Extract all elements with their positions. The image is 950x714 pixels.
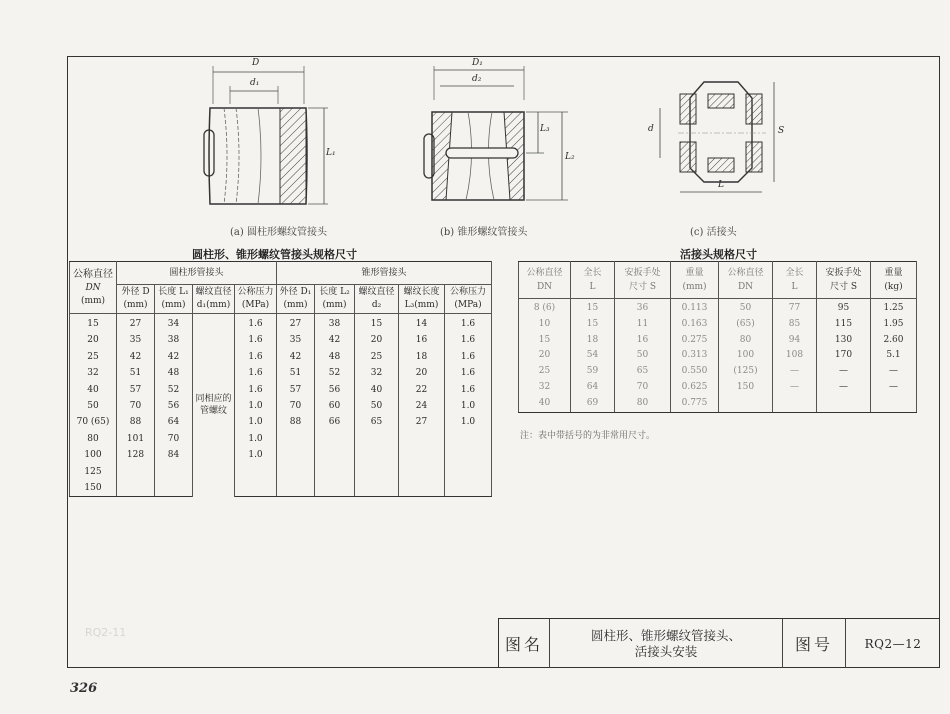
table-cell	[315, 480, 355, 497]
table-cell	[399, 480, 445, 497]
dim-label-L: L	[718, 180, 724, 190]
table-cell	[773, 396, 817, 412]
table-cell: 100	[70, 447, 117, 463]
table-cell: 11	[615, 317, 671, 333]
caption-c: (c) 活接头	[690, 227, 737, 238]
union-header: 公称直径 DN	[519, 262, 571, 299]
table-cell: 32	[519, 380, 571, 396]
table-cell: 64	[155, 414, 193, 430]
sub-header: 外径 D₁ (mm)	[277, 285, 315, 314]
dim-label-S: S	[778, 126, 785, 136]
table-cell: 1.6	[445, 382, 492, 398]
table-cell	[277, 464, 315, 480]
table-cell: 1.0	[235, 447, 277, 463]
table-cell: 65	[355, 414, 399, 430]
sub-header: 长度 L₂ (mm)	[315, 285, 355, 314]
union-spec-table	[518, 261, 917, 413]
union-table-title: 活接头规格尺寸	[680, 248, 757, 261]
table-cell: 52	[155, 382, 193, 398]
table-cell: 128	[117, 447, 155, 463]
table-row	[70, 332, 492, 348]
union-header: 公称直径 DN	[719, 262, 773, 299]
table-cell	[445, 464, 492, 480]
table-cell: 15	[355, 314, 399, 333]
table-cell: 20	[519, 348, 571, 364]
table-cell	[277, 447, 315, 463]
table-cell: 50	[355, 398, 399, 414]
table-cell: 70	[277, 398, 315, 414]
caption-a: (a) 圆柱形螺纹管接头	[230, 227, 327, 238]
table-cell: 101	[117, 431, 155, 447]
table-cell	[355, 464, 399, 480]
union-header: 安扳手处 尺寸 S	[615, 262, 671, 299]
table-cell: 95	[817, 299, 871, 317]
table-row	[70, 447, 492, 463]
table-cell	[399, 447, 445, 463]
table-cell	[315, 447, 355, 463]
table-cell: 150	[719, 380, 773, 396]
table-cell: 1.0	[235, 398, 277, 414]
table-cell	[277, 431, 315, 447]
table-cell: 1.0	[235, 414, 277, 430]
table-cell: 1.0	[445, 398, 492, 414]
drawing-name: 圆柱形、锥形螺纹管接头、 活接头安装	[550, 619, 783, 668]
table-cell: 80	[615, 396, 671, 412]
table-cell: 66	[315, 414, 355, 430]
table-cell: 25	[519, 364, 571, 380]
table-cell: 1.0	[445, 414, 492, 430]
union-header: 重量 (kg)	[871, 262, 917, 299]
table-cell: 40	[355, 382, 399, 398]
table-cell	[117, 480, 155, 497]
table-cell: 32	[70, 365, 117, 381]
table-cell: 50	[615, 348, 671, 364]
table-cell	[871, 396, 917, 412]
sub-header: 公称压力 (MPa)	[445, 285, 492, 314]
table-cell: 42	[277, 349, 315, 365]
table-cell: 15	[571, 299, 615, 317]
table-cell: 38	[155, 332, 193, 348]
table-cell: 70	[155, 431, 193, 447]
table-cell: 36	[615, 299, 671, 317]
union-header: 全长 L	[571, 262, 615, 299]
table-cell: 2.60	[871, 333, 917, 349]
table-cell: 38	[315, 314, 355, 333]
table-row	[70, 314, 492, 333]
sub-header: 长度 L₁ (mm)	[155, 285, 193, 314]
col-dn: 公称直径 DN (mm)	[70, 262, 117, 314]
dim-label-d1: d₁	[250, 78, 260, 88]
table-cell: 42	[117, 349, 155, 365]
table-cell	[277, 480, 315, 497]
table-cell: —	[871, 364, 917, 380]
table-row	[70, 480, 492, 497]
table-cell: 27	[399, 414, 445, 430]
table-cell: 1.25	[871, 299, 917, 317]
table-row	[519, 317, 917, 333]
sub-header: 外径 D (mm)	[117, 285, 155, 314]
group-conical: 锥形管接头	[277, 262, 492, 285]
table-row	[70, 382, 492, 398]
table-cell: 1.6	[235, 365, 277, 381]
table-cell	[117, 464, 155, 480]
table-cell	[355, 447, 399, 463]
table-cell: 50	[719, 299, 773, 317]
table-cell: 35	[117, 332, 155, 348]
sub-header: 螺纹直径 d₁(mm)	[193, 285, 235, 314]
table-cell	[155, 464, 193, 480]
table-cell	[155, 480, 193, 497]
table-cell: 70	[117, 398, 155, 414]
table-row	[519, 333, 917, 349]
table-cell: 150	[70, 480, 117, 497]
union-table-note: 注：表中带括号的为非常用尺寸。	[520, 431, 656, 441]
table-cell: 25	[355, 349, 399, 365]
table-cell: 60	[315, 398, 355, 414]
table-cell: (125)	[719, 364, 773, 380]
table-cell: 65	[615, 364, 671, 380]
table-row	[519, 380, 917, 396]
table-cell: 42	[155, 349, 193, 365]
table-cell: 48	[315, 349, 355, 365]
table-cell: 69	[571, 396, 615, 412]
table-cell: 64	[571, 380, 615, 396]
table-cell: 0.550	[671, 364, 719, 380]
cyl-table-title: 圆柱形、锥形螺纹管接头规格尺寸	[192, 248, 357, 261]
figure-conical-coupling	[412, 60, 582, 210]
table-cell: 56	[155, 398, 193, 414]
table-cell: 85	[773, 317, 817, 333]
table-cell: 16	[399, 332, 445, 348]
dim-label-d2: d₂	[472, 74, 482, 84]
dim-label-d: d	[648, 124, 654, 134]
table-cell: 5.1	[871, 348, 917, 364]
table-row	[70, 398, 492, 414]
dim-label-L1: L₁	[326, 148, 336, 158]
table-cell: 0.275	[671, 333, 719, 349]
table-cell: 15	[571, 317, 615, 333]
table-cell: 0.625	[671, 380, 719, 396]
bleed-through-text: RQ2-11	[85, 626, 127, 639]
table-cell: 15	[70, 314, 117, 333]
table-cell: 108	[773, 348, 817, 364]
dim-label-D1: D₁	[472, 58, 483, 68]
table-cell: 20	[70, 332, 117, 348]
table-cell: 77	[773, 299, 817, 317]
table-cell: 51	[117, 365, 155, 381]
drawing-number: RQ2—12	[864, 636, 922, 651]
table-cell: 52	[315, 365, 355, 381]
dim-label-D: D	[252, 58, 260, 68]
table-cell: 1.6	[235, 349, 277, 365]
figure-cylindrical-coupling	[196, 60, 356, 210]
table-row	[519, 364, 917, 380]
table-cell: 70 (65)	[70, 414, 117, 430]
table-cell: 8 (6)	[519, 299, 571, 317]
table-cell: 0.163	[671, 317, 719, 333]
table-cell: 57	[277, 382, 315, 398]
table-cell: 42	[315, 332, 355, 348]
page-number: 326	[70, 681, 98, 696]
table-row	[70, 464, 492, 480]
table-row	[70, 365, 492, 381]
table-cell: —	[773, 380, 817, 396]
table-cell: 170	[817, 348, 871, 364]
sub-header: 螺纹长度 L₃(mm)	[399, 285, 445, 314]
table-cell: —	[871, 380, 917, 396]
table-cell: 57	[117, 382, 155, 398]
table-cell: 100	[719, 348, 773, 364]
table-cell: 0.775	[671, 396, 719, 412]
table-cell: 40	[519, 396, 571, 412]
table-cell: 32	[355, 365, 399, 381]
title-block	[498, 618, 940, 668]
table-cell: 14	[399, 314, 445, 333]
table-cell: 1.6	[445, 365, 492, 381]
table-cell: 24	[399, 398, 445, 414]
table-cell	[445, 480, 492, 497]
table-cell: 1.6	[235, 314, 277, 333]
table-cell: 18	[399, 349, 445, 365]
union-header: 重量 (mm)	[671, 262, 719, 299]
table-row	[519, 299, 917, 317]
table-cell: —	[773, 364, 817, 380]
sub-header: 螺纹直径 d₂	[355, 285, 399, 314]
table-cell: 56	[315, 382, 355, 398]
table-cell: 1.6	[445, 314, 492, 333]
table-cell	[399, 464, 445, 480]
table-cell: 48	[155, 365, 193, 381]
table-cell: 1.6	[445, 332, 492, 348]
table-cell	[355, 480, 399, 497]
table-row	[70, 349, 492, 365]
dim-label-L2: L₂	[565, 152, 575, 162]
table-cell: 1.6	[235, 332, 277, 348]
table-cell	[445, 447, 492, 463]
table-cell: 0.313	[671, 348, 719, 364]
table-cell: 130	[817, 333, 871, 349]
table-cell: 35	[277, 332, 315, 348]
table-row	[519, 396, 917, 412]
table-cell: 27	[117, 314, 155, 333]
table-cell: 115	[817, 317, 871, 333]
table-cell: 70	[615, 380, 671, 396]
table-cell: 0.113	[671, 299, 719, 317]
table-cell: —	[817, 364, 871, 380]
caption-b: (b) 锥形螺纹管接头	[440, 227, 528, 238]
sub-header: 公称压力 (MPa)	[235, 285, 277, 314]
table-cell: (65)	[719, 317, 773, 333]
table-cell: 27	[277, 314, 315, 333]
table-cell: 50	[70, 398, 117, 414]
table-cell: 16	[615, 333, 671, 349]
table-cell: 1.6	[235, 382, 277, 398]
group-cylindrical: 圆柱形管接头	[117, 262, 277, 285]
cyl-cone-spec-table	[69, 261, 492, 497]
table-cell: 84	[155, 447, 193, 463]
table-cell: 25	[70, 349, 117, 365]
table-cell: 1.0	[235, 431, 277, 447]
table-cell	[355, 431, 399, 447]
table-cell	[235, 480, 277, 497]
union-header: 安扳手处 尺寸 S	[817, 262, 871, 299]
table-row	[70, 414, 492, 430]
table-cell: 54	[571, 348, 615, 364]
table-cell	[235, 464, 277, 480]
table-cell: 51	[277, 365, 315, 381]
figure-union	[642, 68, 792, 208]
table-cell	[399, 431, 445, 447]
table-cell: 94	[773, 333, 817, 349]
table-cell	[817, 396, 871, 412]
table-cell: 88	[277, 414, 315, 430]
table-cell: 80	[70, 431, 117, 447]
union-header: 全长 L	[773, 262, 817, 299]
table-cell	[445, 431, 492, 447]
table-cell: 40	[70, 382, 117, 398]
table-cell: 10	[519, 317, 571, 333]
table-cell: 34	[155, 314, 193, 333]
table-cell: 88	[117, 414, 155, 430]
table-cell: 15	[519, 333, 571, 349]
drawing-name-label: 图名	[499, 619, 550, 668]
drawing-number-label: 图号	[783, 619, 846, 668]
dim-label-L3: L₃	[540, 124, 550, 134]
table-cell: 125	[70, 464, 117, 480]
table-cell: 20	[399, 365, 445, 381]
table-row	[519, 348, 917, 364]
merged-thread-cell: 同相应的管螺纹	[193, 314, 235, 497]
table-row	[70, 431, 492, 447]
table-cell	[315, 431, 355, 447]
table-cell: 20	[355, 332, 399, 348]
table-cell	[315, 464, 355, 480]
table-cell	[719, 396, 773, 412]
table-cell: 1.6	[445, 349, 492, 365]
table-cell: 80	[719, 333, 773, 349]
table-cell: —	[817, 380, 871, 396]
table-cell: 1.95	[871, 317, 917, 333]
table-cell: 59	[571, 364, 615, 380]
table-cell: 18	[571, 333, 615, 349]
table-cell: 22	[399, 382, 445, 398]
